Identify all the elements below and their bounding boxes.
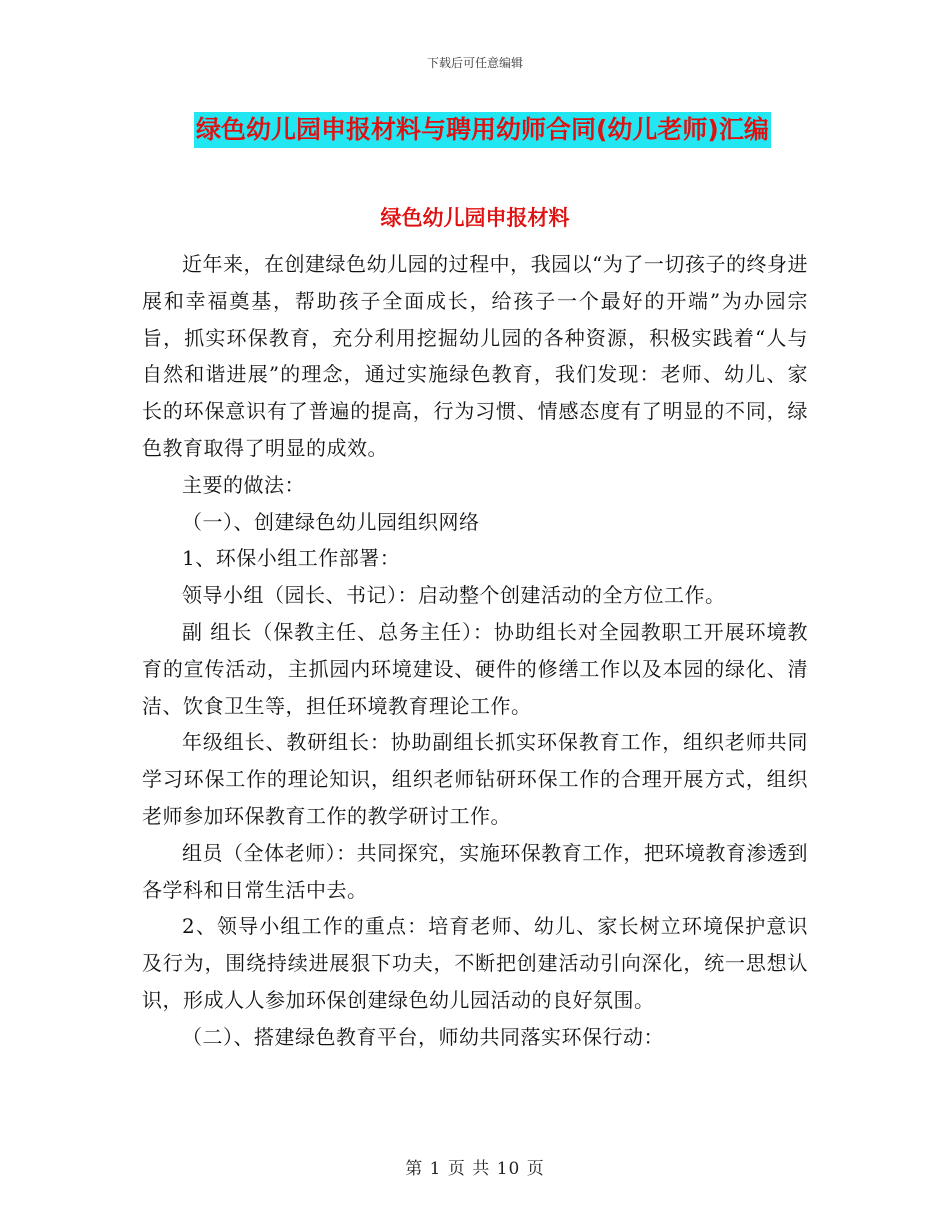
- document-title: 绿色幼儿园申报材料与聘用幼师合同(幼儿老师)汇编: [194, 112, 771, 148]
- paragraph-subheading-2: 2、领导小组工作的重点：培育老师、幼儿、家长树立环境保护意识及行为，围绕持续进展狠下功夫，不断把创建活动引向深化，统一思想认识，形成人人参加环保创建绿色幼儿园活动的良好氛围。: [142, 914, 808, 1012]
- paragraph-intro: 近年来，在创建绿色幼儿园的过程中，我园以“为了一切孩子的终身进展和幸福奠基，帮助孩子全面成长，给孩子一个最好的开端”为办园宗旨，抓实环保教育，充分利用挖掘幼儿园的各种资源，积极实践着“人与自然和谐进展”的理念，通过实施绿色教育，我们发现：老师、幼儿、家长的环保意识有了普遍的提高，行为习惯、情感态度有了明显的不同，绿色教育取得了明显的成效。: [142, 252, 808, 460]
- paragraph-heading-1: （一）、创建绿色幼儿园组织网络: [182, 509, 480, 534]
- header-note: 下载后可任意编辑: [426, 56, 523, 70]
- paragraph-grade-leader: 年级组长、教研组长：协助副组长抓实环保教育工作，组织老师共同学习环保工作的理论知识，组织老师钻研环保工作的合理开展方式，组织老师参加环保教育工作的教学研讨工作。: [142, 730, 808, 828]
- page-number: 第 1 页 共 10 页: [405, 1159, 545, 1179]
- paragraph-subheading-1: 1、环保小组工作部署：: [182, 546, 401, 571]
- paragraph-vice-leader: 副 组长（保教主任、总务主任）：协助组长对全园教职工开展环境教育的宣传活动，主抓园内环境建设、硬件的修缮工作以及本园的绿化、清洁、饮食卫生等，担任环境教育理论工作。: [142, 619, 808, 718]
- document-body: [142, 246, 808, 1056]
- paragraph-members: 组员（全体老师）：共同探究，实施环保教育工作，把环境教育渗透到各学科和日常生活中去。: [142, 840, 808, 902]
- section-title: 绿色幼儿园申报材料: [380, 206, 570, 230]
- paragraph-leader-group: 领导小组（园长、书记）：启动整个创建活动的全方位工作。: [182, 583, 726, 608]
- paragraph-main-methods: 主要的做法：: [182, 472, 305, 497]
- paragraph-heading-2: （二）、搭建绿色教育平台，师幼共同落实环保行动：: [182, 1024, 664, 1049]
